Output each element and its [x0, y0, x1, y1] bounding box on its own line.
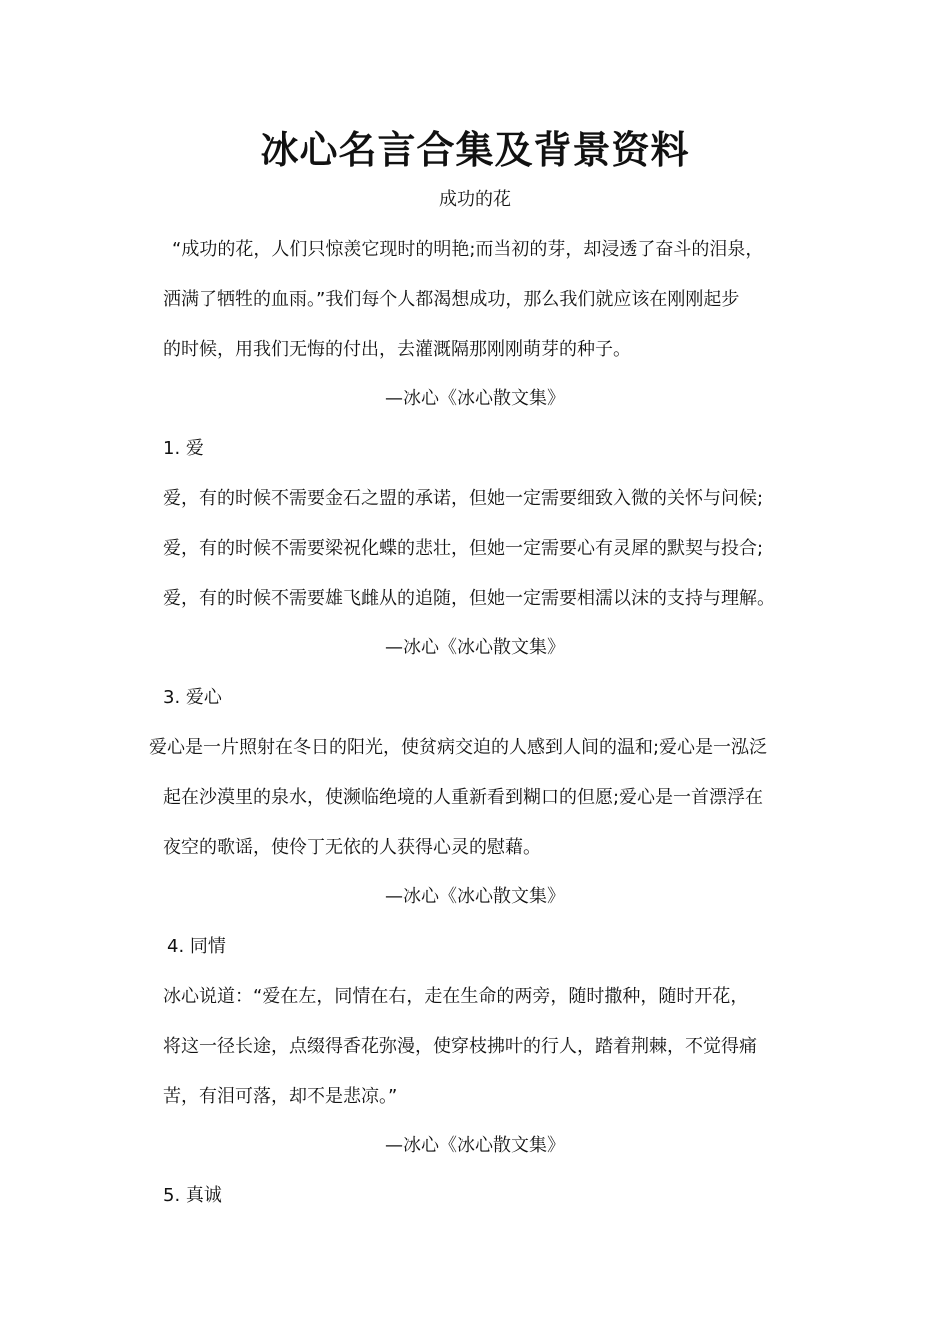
paragraph-line: 将这一径长途，点缀得香花弥漫，使穿枝拂叶的行人，踏着荆棘，不觉得痛 — [163, 1036, 757, 1057]
section-heading: 3. 爱心 — [163, 687, 222, 708]
attribution: —冰心《冰心散文集》 — [385, 1135, 565, 1156]
paragraph-line: 夜空的歌谣，使伶丁无依的人获得心灵的慰藉。 — [163, 837, 541, 858]
section-heading: 5. 真诚 — [163, 1185, 222, 1206]
paragraph-line: 苦，有泪可落，却不是悲凉。” — [163, 1086, 398, 1107]
paragraph-line: 爱，有的时候不需要雄飞雌从的追随，但她一定需要相濡以沫的支持与理解。 — [163, 588, 775, 609]
attribution: —冰心《冰心散文集》 — [385, 388, 565, 409]
attribution: —冰心《冰心散文集》 — [385, 637, 565, 658]
document-title: 冰心名言合集及背景资料 — [260, 127, 690, 172]
section-heading: 4. 同情 — [167, 936, 226, 957]
section-heading: 1. 爱 — [163, 438, 204, 459]
paragraph-line: 冰心说道：“爱在左，同情在右，走在生命的两旁，随时撒种，随时开花， — [163, 986, 749, 1007]
paragraph-line: 洒满了牺牲的血雨。”我们每个人都渴想成功，那么我们就应该在刚刚起步 — [163, 289, 740, 310]
attribution: —冰心《冰心散文集》 — [385, 886, 565, 907]
paragraph-line: 爱心是一片照射在冬日的阳光，使贫病交迫的人感到人间的温和;爱心是一泓泛 — [149, 737, 768, 758]
paragraph-line: 爱，有的时候不需要金石之盟的承诺，但她一定需要细致入微的关怀与问候; — [163, 488, 764, 509]
paragraph-line: 爱，有的时候不需要梁祝化蝶的悲壮，但她一定需要心有灵犀的默契与投合; — [163, 538, 764, 559]
paragraph-line: 起在沙漠里的泉水，使濒临绝境的人重新看到糊口的但愿;爱心是一首漂浮在 — [163, 787, 764, 808]
document-subtitle: 成功的花 — [439, 189, 511, 210]
paragraph-line: 的时候，用我们无悔的付出，去灌溉隔那刚刚萌芽的种子。 — [163, 339, 631, 360]
paragraph-line: “成功的花，人们只惊羡它现时的明艳;而当初的芽，却浸透了奋斗的泪泉， — [172, 239, 764, 260]
